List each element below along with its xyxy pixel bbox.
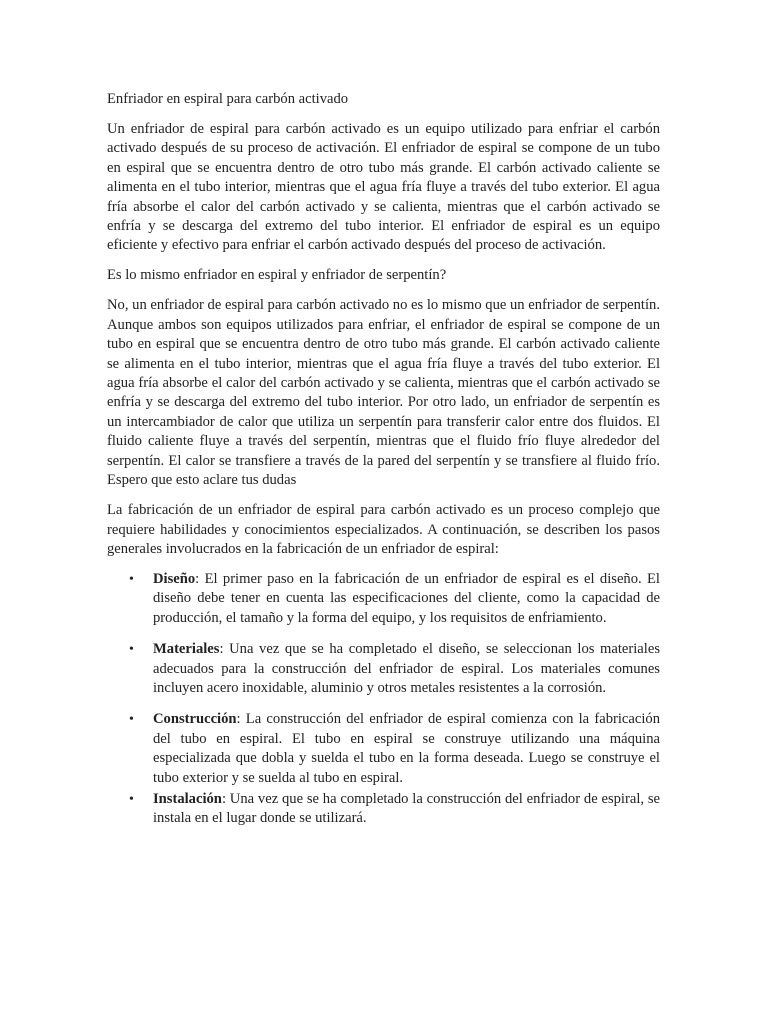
- paragraph-fabrication: La fabricación de un enfriador de espiral para carbón activado es un proceso complejo que requiere habilidades y conocimientos especializados. A continuación, se describen los pasos generales involucrados en la fabricación de un enfriador de espiral:: [107, 502, 660, 557]
- paragraph-intro: Un enfriador de espiral para carbón activado es un equipo utilizado para enfriar el carbón activado después de su proceso de activación. El enfriador de espiral se compone de un tubo en espiral que se encuentra dentro de otro tubo más grande. El carbón activado caliente se alimenta en el tubo interior, mientras que el agua fría fluye a través del tubo exterior. El agua fría absorbe el calor del carbón activado y se calienta, mientras que el carbón activado se enfría y se descarga del extremo del tubo interior. El enfriador de espiral es un equipo eficiente y efectivo para enfriar el carbón activado después del proceso de activación.: [107, 121, 660, 254]
- bullet-icon: •: [129, 791, 134, 807]
- paragraph-question: Es lo mismo enfriador en espiral y enfriador de serpentín?: [107, 267, 447, 284]
- step-text: : Una vez que se ha completado la construcción del enfriador de espiral, se instala en el lugar donde se utilizará.: [153, 790, 660, 827]
- bullet-icon: •: [129, 571, 134, 587]
- bullet-icon: •: [129, 712, 134, 728]
- step-term: Instalación: [153, 790, 222, 807]
- paragraph-answer: No, un enfriador de espiral para carbón activado no es lo mismo que un enfriador de serpentín. Aunque ambos son equipos utilizados para enfriar, el enfriador de espiral se compone de un tubo en espiral que se encuentra dentro de otro tubo más grande. El carbón activado caliente se alimenta en el tubo interior, mientras que el agua fría fluye a través del tubo exterior. El agua fría absorbe el calor del carbón activado y se calienta, mientras que el carbón activado se enfría y se descarga del extremo del tubo interior. Por otro lado, un enfriador de serpentín es un intercambiador de calor que utiliza un serpentín para transferir calor entre dos fluidos. El fluido caliente fluye a través del serpentín, mientras que el fluido frío fluye alrededor del serpentín. El calor se transfiere a través de la pared del serpentín y se transfiere al fluido frío. Espero que esto aclare tus dudas: [107, 297, 660, 489]
- list-item: [107, 710, 660, 788]
- document-title: Enfriador en espiral para carbón activado: [107, 91, 349, 107]
- bullet-icon: •: [129, 642, 134, 658]
- step-term: Materiales: [153, 641, 220, 658]
- step-term: Diseño: [153, 570, 196, 587]
- step-text: : Una vez que se ha completado el diseño, se seleccionan los materiales adecuados para la construcción del enfriador de espiral. Los materiales comunes incluyen acero inoxidable, aluminio y otros metales resistentes a la corrosión.: [153, 641, 660, 696]
- document-page: [107, 90, 660, 829]
- fabrication-steps-list: [107, 570, 660, 829]
- step-text: : La construcción del enfriador de espiral comienza con la fabricación del tubo en espiral. El tubo en espiral se construye utilizando una máquina especializada que dobla y suelda el tubo en la forma deseada. Luego se construye el tubo exterior y se suelda al tubo en espiral.: [153, 711, 660, 786]
- list-item: [107, 640, 660, 698]
- list-item: [107, 790, 660, 829]
- step-term: Construcción: [153, 711, 237, 728]
- list-item: [107, 570, 660, 628]
- step-text: : El primer paso en la fabricación de un enfriador de espiral es el diseño. El diseño debe tener en cuenta las especificaciones del cliente, como la capacidad de producción, el tamaño y la forma del equipo, y los requisitos de enfriamiento.: [153, 570, 660, 626]
